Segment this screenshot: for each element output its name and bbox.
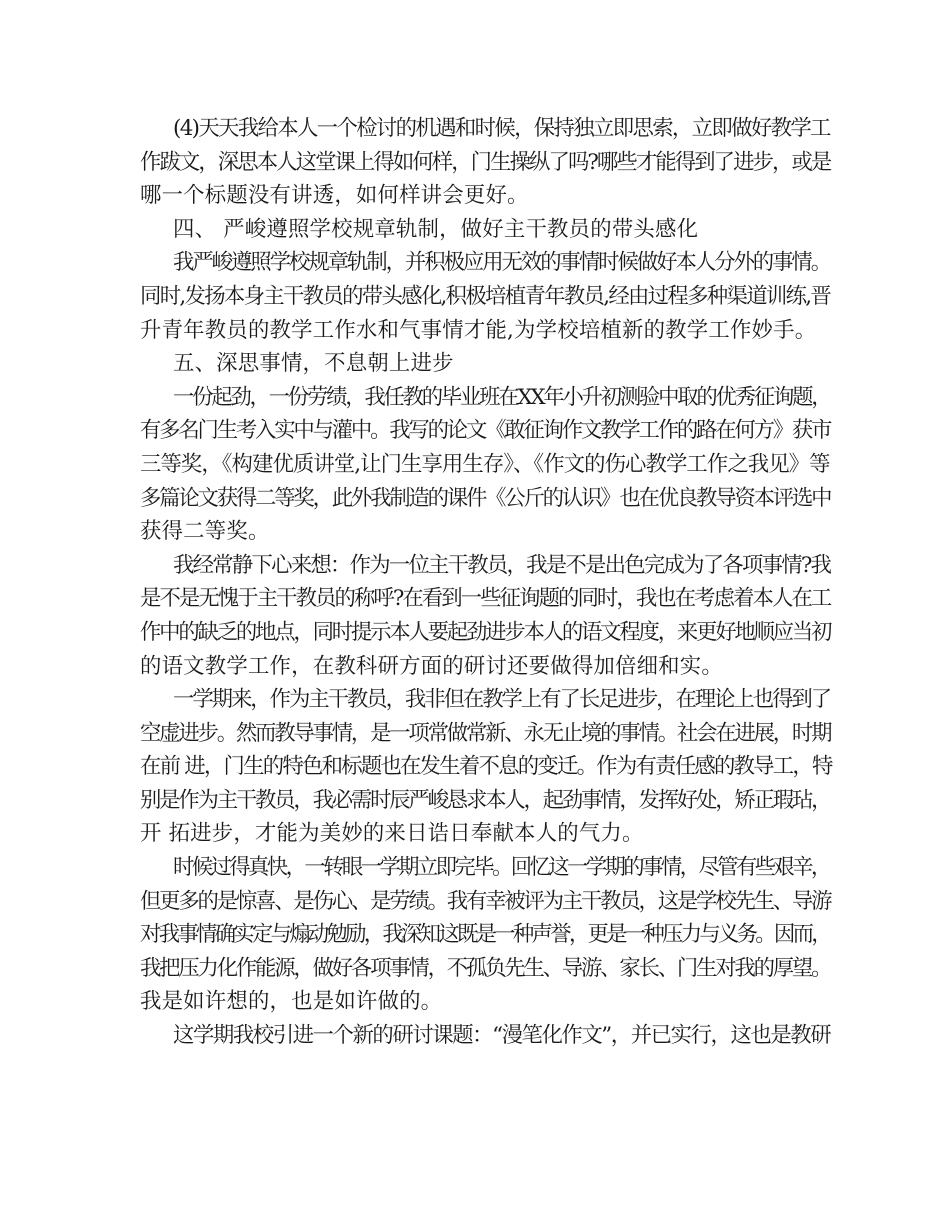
text-line: 空虚进步。然而教导事情，是一项常做常新、永无止境的事情。社会在进展，时期 <box>140 720 831 746</box>
text-line: 在前 进，门生的特色和标题也在发生着不息的变迁。作为有责任感的教导工，特 <box>140 754 832 780</box>
document-body <box>140 112 830 1053</box>
text-line: 同时,发扬本身主干教员的带头感化,积极培植青年教员,经由过程多种渠道训练,晋 <box>140 283 831 309</box>
text-line: 作中的缺乏的地点，同时提示本人要起劲进步本人的语文程度，来更好地顺应当初 <box>140 619 831 645</box>
text-line: 四、 严峻遵照学校规章轨制，做好主干教员的带头感化 <box>173 216 699 242</box>
text-line: 但更多的是惊喜、是伤心、是劳绩。我有幸被评为主干教员，这是学校先生、导游 <box>140 888 831 914</box>
paragraph <box>140 1019 830 1053</box>
text-line: 哪一个标题没有讲透，如何样讲会更好。 <box>140 183 529 209</box>
paragraph <box>140 213 830 247</box>
text-line: 作跋文，深思本人这堂课上得如何样，门生操纵了吗?哪些才能得到了进步，或是 <box>140 149 831 175</box>
text-line: 我严峻遵照学校规章轨制，并积极应用无效的事情时候做好本人分外的事情。 <box>173 250 831 276</box>
text-line: 别是作为主干教员，我必需时辰严峻恳求本人，起劲事情，发挥好处，矫正瑕玷， <box>140 787 831 813</box>
paragraph <box>140 683 830 851</box>
paragraph <box>140 112 830 213</box>
text-line: 一学期来，作为主干教员，我非但在教学上有了长足进步，在理论上也得到了 <box>173 687 831 713</box>
text-line: 我把压力化作能源，做好各项事情，不孤负先生、导游、家长、门生对我的厚望。 <box>140 955 831 981</box>
paragraph <box>140 851 830 1019</box>
text-line: 获得二等奖。 <box>140 519 270 545</box>
text-line: 我经常静下心来想：作为一位主干教员，我是不是出色完成为了各项事情?我 <box>173 552 831 578</box>
text-line: 升青年教员的教学工作水和气事情才能,为学校培植新的教学工作妙手。 <box>140 317 817 343</box>
paragraph <box>140 347 830 381</box>
text-line: (4)天天我给本人一个检讨的机遇和时候，保持独立即思索，立即做好教学工 <box>173 116 830 141</box>
text-line: 三等奖，《构建优质讲堂,让门生享用生存》、《作文的伤心教学工作之我见》等 <box>140 451 830 477</box>
text-line: 五、深思事情，不息朝上进步 <box>173 351 454 377</box>
text-line: 这学期我校引进一个新的研讨课题：“漫笔化作文”，并已实行，这也是教研 <box>173 1023 831 1049</box>
text-line: 对我事情确实定与煽动勉励，我深知这既是一种声誉，更是一种压力与义务。因而， <box>140 922 830 948</box>
text-line: 是不是无愧于主干教员的称呼?在看到一些征询题的同时，我也在考虑着本人在工 <box>140 586 831 612</box>
text-line: 我是如许想的，也是如许做的。 <box>140 989 443 1015</box>
paragraph <box>140 549 830 683</box>
paragraph <box>140 381 830 549</box>
text-line: 有多名门生考入实中与灌中。我写的论文《敢征询作文教学工作的路在何方》获市 <box>140 418 831 444</box>
text-line: 的语文教学工作，在教科研方面的研讨还要做得加倍细和实。 <box>140 653 723 679</box>
text-line: 一份起劲，一份劳绩，我任教的毕业班在XX年小升初测验中取的优秀征询题， <box>173 384 831 410</box>
text-line: 开 拓进步，才能为美妙的来日诰日奉献本人的气力。 <box>140 821 644 847</box>
text-line: 时候过得真快，一转眼一学期立即完毕。回忆这一学期的事情，尽管有些艰辛， <box>173 855 830 881</box>
text-line: 多篇论文获得二等奖，此外我制造的课件《公斤的认识》也在优良教导资本评选中 <box>140 485 831 511</box>
paragraph <box>140 246 830 347</box>
